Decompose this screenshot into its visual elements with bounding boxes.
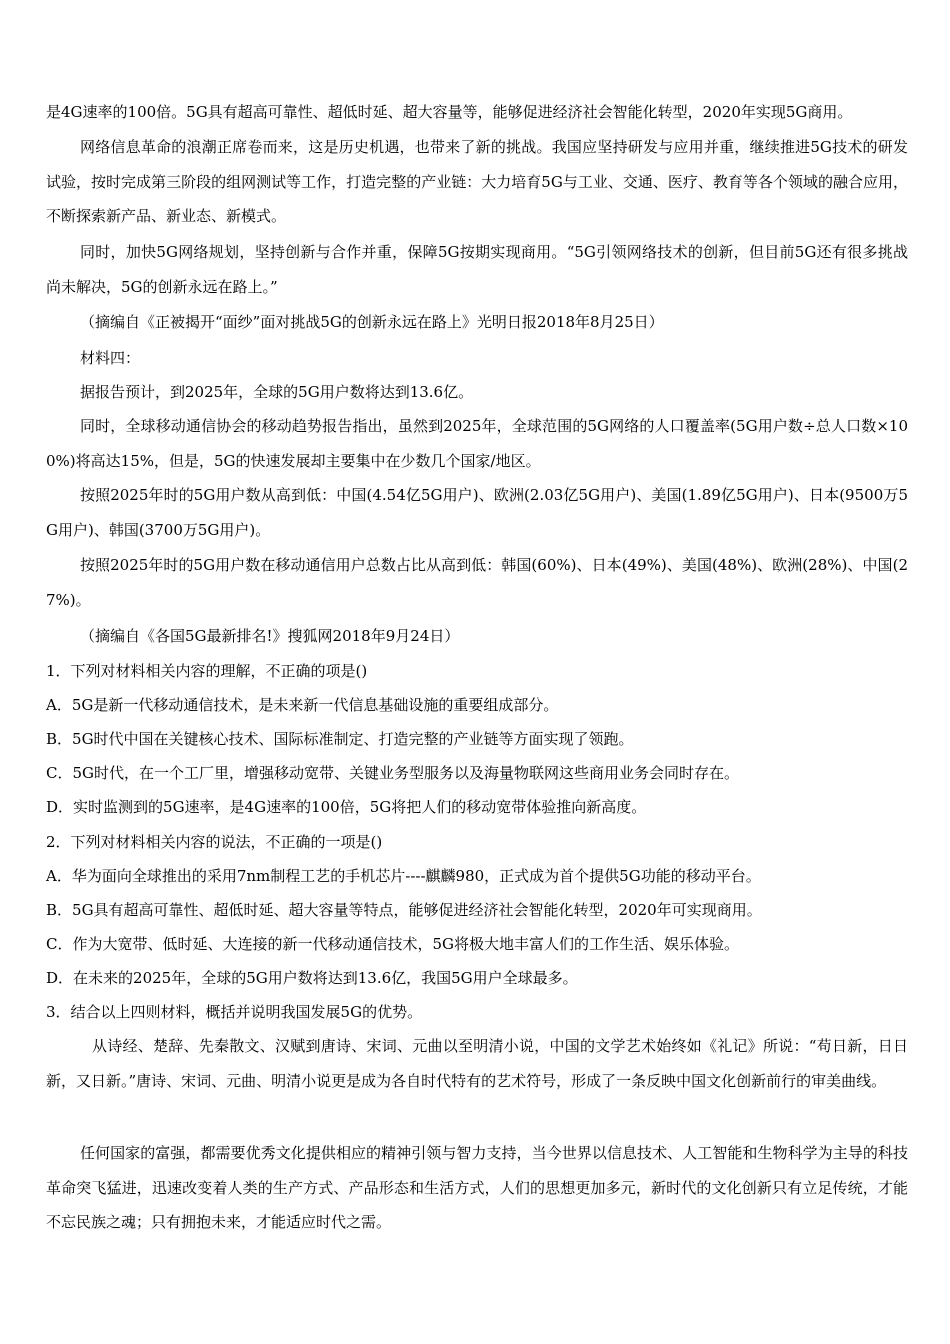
question-1-option-d: D．实时监测到的5G速率，是4G速率的100倍，5G将把人们的移动宽带体验推向新高度。 [46,798,647,816]
question-2-option-a: A．华为面向全球推出的采用7nm制程工艺的手机芯片----麒麟980，正式成为首个提供5G功能的移动平台。 [46,867,761,885]
paragraph-user-forecast: 据报告预计，到2025年，全球的5G用户数将达到13.6亿。 [80,383,474,401]
question-2: 2．下列对材料相关内容的说法，不正确的一项是() [46,833,383,851]
question-2-option-c: C．作为大宽带、低时延、大连接的新一代移动通信技术，5G将极大地丰富人们的工作生活、娱乐体验。 [46,935,740,953]
question-2-option-d: D．在未来的2025年，全球的5G用户数将达到13.6亿，我国5G用户全球最多。 [46,969,578,987]
question-3: 3．结合以上四则材料，概括并说明我国发展5G的优势。 [46,1003,423,1021]
paragraph-ranking-users: 按照2025年时的5G用户数从高到低：中国(4.54亿5G用户)、欧洲(2.03亿5G用户)、美国(1.89亿5G用户)、日本(9500万5G用户)、韩国(3700万5G用户)。 [46,486,908,539]
paragraph-5g-speed: 是4G速率的100倍。5G具有超高可靠性、超低时延、超大容量等，能够促进经济社会智能化转型，2020年实现5G商用。 [46,103,853,121]
paragraph-5g-planning: 同时，加快5G网络规划，坚持创新与合作并重，保障5G按期实现商用。“5G引领网络技术的创新，但目前5G还有很多挑战尚未解决，5G的创新永远在路上。” [46,243,908,296]
paragraph-literary-tradition: 从诗经、楚辞、先秦散文、汉赋到唐诗、宋词、元曲以至明清小说，中国的文学艺术始终如《礼记》所说：“苟日新，日日新，又日新。”唐诗、宋词、元曲、明清小说更是成为各自时代特有的艺术符号，形成了一条反映中国文化创新前行的审美曲线。 [46,1037,908,1090]
material-four-heading: 材料四： [80,349,141,367]
paragraph-network-revolution: 网络信息革命的浪潮正席卷而来，这是历史机遇，也带来了新的挑战。我国应坚持研发与应用并重，继续推进5G技术的研发试验，按时完成第三阶段的组网测试等工作，打造完整的产业链：大力培育5G与工业、交通、医疗、教育等各个领域的融合应用，不断探索新产品、新业态、新模式。 [46,138,908,225]
paragraph-coverage-report: 同时，全球移动通信协会的移动趋势报告指出，虽然到2025年，全球范围的5G网络的人口覆盖率(5G用户数÷总人口数×100%)将高达15%，但是，5G的快速发展却主要集中在少数几个国家/地区。 [46,417,908,470]
question-1-option-a: A．5G是新一代移动通信技术，是未来新一代信息基础设施的重要组成部分。 [46,696,559,714]
source-citation-2: （摘编自《各国5G最新排名!》搜狐网2018年9月24日） [80,627,460,645]
paragraph-ranking-share: 按照2025年时的5G用户数在移动通信用户总数占比从高到低：韩国(60%)、日本(49%)、美国(48%)、欧洲(28%)、中国(27%)。 [46,556,908,609]
question-1-option-c: C．5G时代，在一个工厂里，增强移动宽带、关键业务型服务以及海量物联网这些商用业务会同时存在。 [46,764,740,782]
question-1-option-b: B．5G时代中国在关键核心技术、国际标准制定、打造完整的产业链等方面实现了领跑。 [46,730,634,748]
question-1: 1．下列对材料相关内容的理解，不正确的项是() [46,662,368,680]
paragraph-cultural-innovation: 任何国家的富强，都需要优秀文化提供相应的精神引领与智力支持，当今世界以信息技术、人工智能和生物科学为主导的科技革命突飞猛进，迅速改变着人类的生产方式、产品形态和生活方式，人们的思想更加多元，新时代的文化创新只有立足传统，才能不忘民族之魂；只有拥抱未来，才能适应时代之需。 [46,1144,908,1231]
question-2-option-b: B．5G具有超高可靠性、超低时延、超大容量等特点，能够促进经济社会智能化转型，2020年可实现商用。 [46,901,762,919]
source-citation-1: （摘编自《正被揭开“面纱”面对挑战5G的创新永远在路上》光明日报2018年8月25日） [80,313,664,331]
